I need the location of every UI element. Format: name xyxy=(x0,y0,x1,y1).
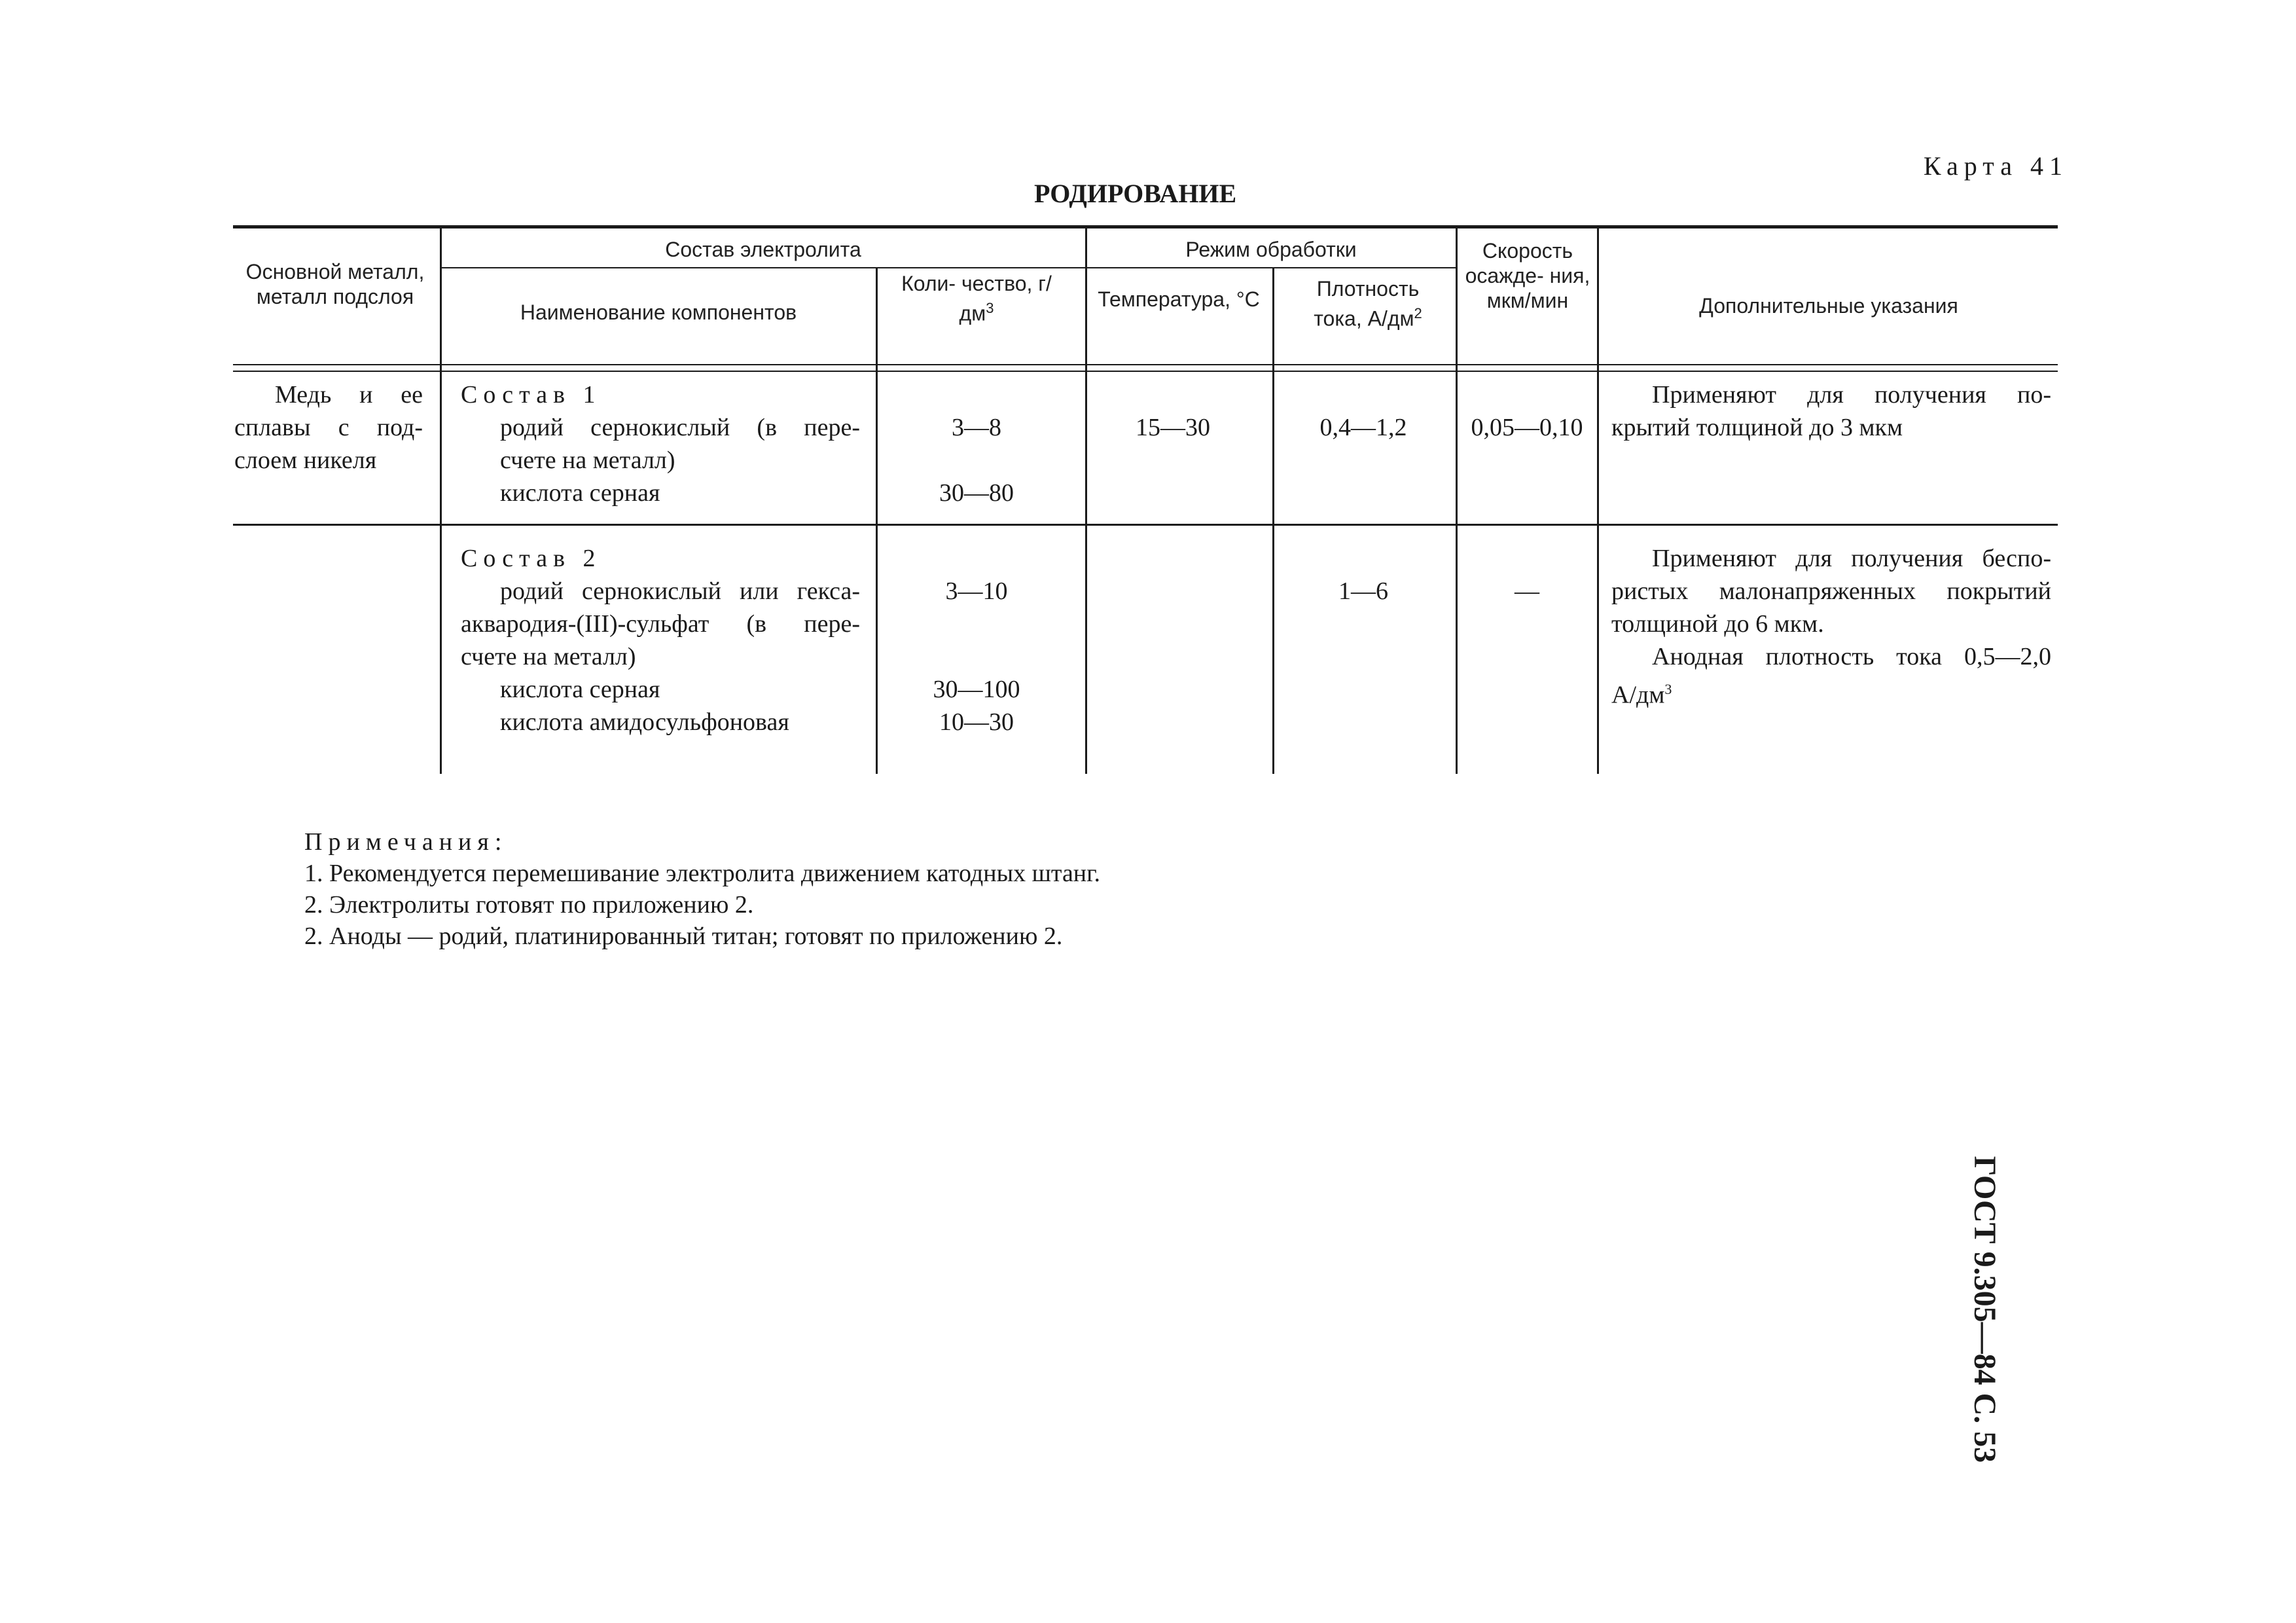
header-quantity-text: Коли- чество, г/дм xyxy=(901,272,1052,325)
component-line: родий сернокислый (в пере- xyxy=(500,414,860,441)
footnote-item: 2. Электролиты готовят по приложению 2. xyxy=(304,891,754,919)
header-current-density-text: Плотность тока, А/дм xyxy=(1314,277,1420,331)
quantity-value: 10—30 xyxy=(939,708,1014,736)
col-divider-1 xyxy=(440,225,442,774)
col-divider-2 xyxy=(876,267,878,774)
header-group-rule-composition xyxy=(440,267,1085,268)
footnotes-heading: Примечания: xyxy=(304,828,508,856)
temperature-value: 15—30 xyxy=(1136,414,1210,441)
header-group-rule-mode xyxy=(1085,267,1456,268)
header-quantity-sup: 3 xyxy=(986,300,994,316)
header-electrolyte-group: Состав электролита xyxy=(665,238,861,261)
col-divider-4 xyxy=(1272,267,1274,774)
header-component-name: Наименование компонентов xyxy=(520,301,797,324)
deposition-rate-value: 0,05—0,10 xyxy=(1471,414,1583,441)
composition-label: Состав 1 xyxy=(461,381,601,409)
header-quantity xyxy=(891,271,1062,326)
table-top-rule xyxy=(233,225,2058,228)
current-density-value: 1—6 xyxy=(1338,577,1388,605)
header-notes: Дополнительные указания xyxy=(1699,294,1958,318)
component-line: кислота амидосульфоновая xyxy=(500,708,789,736)
notes-unit-text: А/дм xyxy=(1611,681,1665,709)
component-line: кислота серная xyxy=(500,479,660,507)
card-number: Карта 41 xyxy=(1923,151,2068,181)
header-bottom-rule-2 xyxy=(233,371,2058,372)
footnotes xyxy=(304,826,1100,952)
header-base-metal: Основной металл, металл подслоя xyxy=(245,260,425,308)
component-line: родий сернокислый или гекса- xyxy=(500,577,860,605)
deposition-rate-value: — xyxy=(1515,577,1539,605)
header-current-density-sup: 2 xyxy=(1414,305,1422,321)
notes-line-unit xyxy=(1611,673,1672,712)
current-density-value: 0,4—1,2 xyxy=(1319,414,1407,441)
col-divider-5 xyxy=(1456,225,1458,774)
quantity-value: 30—80 xyxy=(939,479,1014,507)
notes-line: ристых малонапряженных покрытий xyxy=(1611,577,2051,605)
row-divider xyxy=(233,524,2058,526)
header-mode-group: Режим обработки xyxy=(1185,238,1357,261)
notes-unit-sup: 3 xyxy=(1664,681,1672,697)
base-metal-line: Медь и ее xyxy=(275,381,423,409)
header-bottom-rule-1 xyxy=(233,364,2058,365)
header-deposition-rate: Скорость осажде- ния, мкм/мин xyxy=(1465,239,1590,312)
footnote-item: 2. Аноды — родий, платинированный титан; готовят по приложению 2. xyxy=(304,922,1063,950)
notes-line: толщиной до 6 мкм. xyxy=(1611,610,1824,638)
quantity-value: 3—10 xyxy=(945,577,1008,605)
header-current-density xyxy=(1302,276,1433,331)
component-line: аквародия-(III)-сульфат (в пере- xyxy=(461,610,860,638)
composition-label: Состав 2 xyxy=(461,545,601,572)
col-divider-3 xyxy=(1085,225,1087,774)
component-line: счете на металл) xyxy=(461,643,636,670)
footnote-item: 1. Рекомендуется перемешивание электролита движением катодных штанг. xyxy=(304,860,1100,887)
notes-line: Применяют для получения по- xyxy=(1652,381,2051,409)
document-title: РОДИРОВАНИЕ xyxy=(1034,179,1237,208)
standard-page-code: ГОСТ 9.305—84 С. 53 xyxy=(1967,1156,2002,1463)
notes-line: Анодная плотность тока 0,5—2,0 xyxy=(1652,643,2051,670)
quantity-value: 3—8 xyxy=(952,414,1001,441)
quantity-value: 30—100 xyxy=(933,676,1020,703)
component-line: счете на металл) xyxy=(500,447,675,474)
notes-line: Применяют для получения беспо- xyxy=(1652,545,2051,572)
base-metal-line: слоем никеля xyxy=(234,447,377,474)
notes-line: крытий толщиной до 3 мкм xyxy=(1611,414,1903,441)
col-divider-6 xyxy=(1597,225,1599,774)
base-metal-line: сплавы с под- xyxy=(234,414,423,441)
header-temperature: Температура, °С xyxy=(1098,287,1260,311)
component-line: кислота серная xyxy=(500,676,660,703)
